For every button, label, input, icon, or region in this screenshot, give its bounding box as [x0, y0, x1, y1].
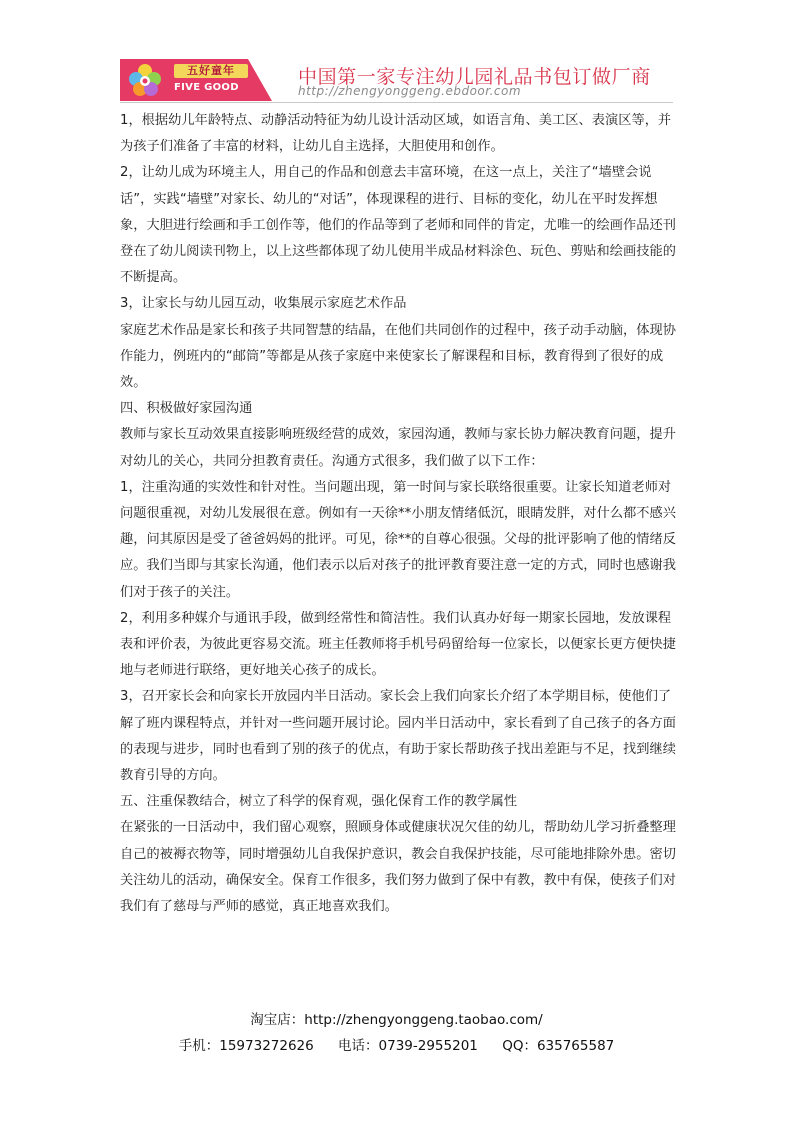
document-body: [120, 108, 680, 920]
logo-english-name: FIVE GOOD: [174, 82, 239, 93]
paragraph: 2，利用多种媒介与通讯手段，做到经常性和简洁性。我们认真办好每一期家长园地，发放课程表和评价表，为彼此更容易交流。班主任教师将手机号码留给每一位家长，以便家长更方便快捷地与老师进行联络，更好地关心孩子的成长。: [120, 610, 676, 679]
paragraph: 教师与家长互动效果直接影响班级经营的成效，家园沟通，教师与家长协力解决教育问题，提升对幼儿的关心，共同分担教育责任。沟通方式很多，我们做了以下工作：: [120, 427, 676, 469]
footer-mobile: 手机：15973272626: [178, 1038, 314, 1054]
paragraph: 在紧张的一日活动中，我们留心观察，照顾身体或健康状况欠佳的幼儿，帮助幼儿学习折叠整理自己的被褥衣物等，同时增强幼儿自我保护意识，教会自我保护技能，尽可能地排除外患。密切关注幼儿的活动，确保安全。保育工作很多，我们努力做到了保中有教，教中有保，使孩子们对我们有了慈母与严师的感觉，真正地喜欢我们。: [120, 820, 676, 915]
paragraph: 3，召开家长会和向家长开放园内半日活动。家长会上我们向家长介绍了本学期目标，使他们了解了班内课程特点，并针对一些问题开展讨论。园内半日活动中，家长看到了自己孩子的各方面的表现与进步，同时也看到了别的孩子的优点，有助于家长帮助孩子找出差距与不足，找到继续教育引导的方向。: [120, 689, 676, 784]
header-slogan: 中国第一家专注幼儿园礼品书包订做厂商: [298, 66, 651, 88]
page-header: [120, 59, 673, 101]
section-heading: 四、积极做好家园沟通: [120, 401, 253, 417]
five-good-logo: [120, 59, 272, 101]
paragraph: 3，让家长与幼儿园互动，收集展示家庭艺术作品: [120, 296, 407, 312]
footer-shop-link[interactable]: 淘宝店：http://zhengyonggeng.taobao.com/: [250, 1012, 543, 1028]
header-url[interactable]: http://zhengyonggeng.ebdoor.com: [298, 84, 522, 98]
logo-chinese-name: 五好童年: [174, 64, 248, 78]
paragraph: 1，根据幼儿年龄特点、动静活动特征为幼儿设计活动区域，如语言角、美工区、表演区等，并为孩子们准备了丰富的材料，让幼儿自主选择，大胆使用和创作。: [120, 113, 672, 155]
header-divider: [120, 102, 673, 103]
section-heading: 五、注重保教结合，树立了科学的保育观，强化保育工作的教学属性: [120, 794, 518, 810]
paragraph: 2，让幼儿成为环境主人，用自己的作品和创意去丰富环境，在这一点上，关注了“墙壁会说话”，实践“墙壁”对家长、幼儿的“对话”，体现课程的进行、目标的变化，幼儿在平时发挥想象，大胆进行绘画和手工创作等，他们的作品等到了老师和同伴的肯定，尤唯一的绘画作品还刊登在了幼儿阅读刊物上，以上这些都体现了幼儿使用半成品材料涂色、玩色、剪贴和绘画技能的不断提高。: [120, 165, 676, 286]
footer-contact: [0, 1034, 793, 1054]
footer-qq: QQ：635765587: [502, 1038, 615, 1054]
paragraph: 家庭艺术作品是家长和孩子共同智慧的结晶，在他们共同创作的过程中，孩子动手动脑，体现协作能力，例班内的“邮筒”等都是从孩子家庭中来使家长了解课程和目标，教育得到了很好的成效。: [120, 322, 676, 391]
paragraph: 1，注重沟通的实效性和针对性。当问题出现，第一时间与家长联络很重要。让家长知道老师对问题很重视，对幼儿发展很在意。例如有一天徐**小朋友情绪低沉，眼睛发胖，对什么都不感兴趣，问其原因是受了爸爸妈妈的批评。可见，徐**的自尊心很强。父母的批评影响了他的情绪反应。我们当即与其家长沟通，他们表示以后对孩子的批评教育要注意一定的方式，同时也感谢我们对于孩子的关注。: [120, 479, 677, 600]
footer-phone: 电话：0739-2955201: [338, 1038, 478, 1054]
